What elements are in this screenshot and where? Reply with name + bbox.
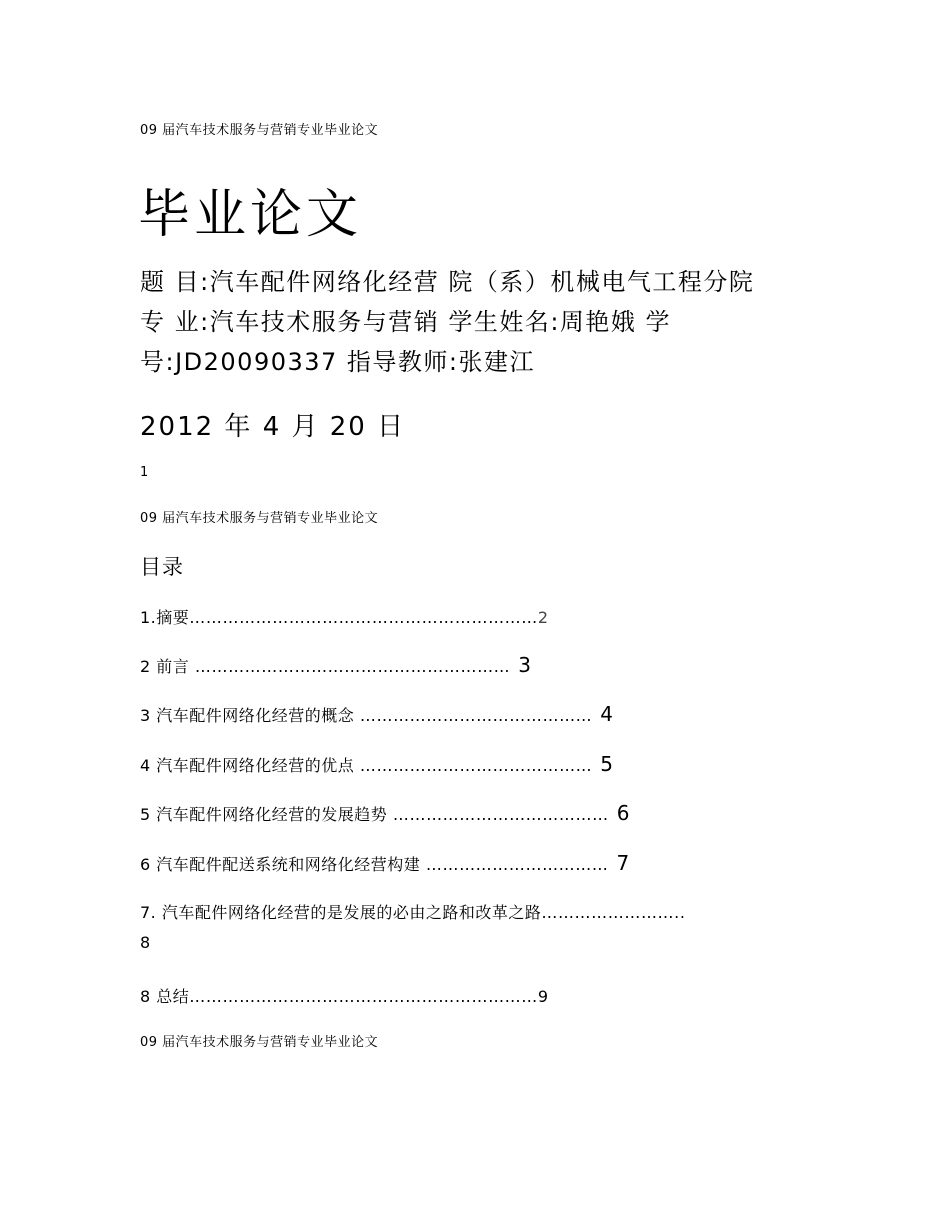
toc-label: 3 汽车配件网络化经营的概念 (140, 706, 355, 725)
toc-entry-6[interactable] (140, 851, 630, 875)
toc-leader: ………………………………… (392, 805, 609, 824)
toc-leader: ………………………………………………… (194, 657, 511, 676)
toc-label: 2 前言 (140, 657, 190, 676)
running-header: 09 届汽车技术服务与营销专业毕业论文 (140, 123, 379, 138)
toc-page: 8 (140, 933, 151, 952)
toc-page: 6 (616, 801, 630, 825)
toc-page: 7 (616, 851, 630, 875)
toc-leader: …………………….. (541, 903, 686, 922)
toc-leader: …………………………… (425, 855, 609, 874)
toc-entry-3[interactable] (140, 702, 614, 726)
toc-label: 1.摘要 (140, 608, 190, 627)
toc-heading: 目录 (140, 555, 184, 579)
toc-entry-1[interactable] (140, 605, 549, 628)
toc-entry-7[interactable] (140, 898, 830, 958)
page-number: 1 (140, 465, 149, 480)
info-line-id: 号:JD20090337 指导教师:张建江 (140, 348, 536, 376)
toc-label: 4 汽车配件网络化经营的优点 (140, 756, 355, 775)
info-line-topic: 题 目:汽车配件网络化经营 院（系）机械电气工程分院 (140, 268, 755, 296)
toc-leader: …………………………………… (359, 756, 593, 775)
toc-leader: …………………………………… (359, 706, 593, 725)
toc-label: 6 汽车配件配送系统和网络化经营构建 (140, 855, 421, 874)
toc-label: 5 汽车配件网络化经营的发展趋势 (140, 805, 388, 824)
toc-page: 9 (537, 987, 549, 1006)
running-header-2: 09 届汽车技术服务与营销专业毕业论文 (140, 511, 379, 526)
thesis-info (140, 262, 754, 382)
toc-entry-5[interactable] (140, 801, 630, 825)
toc-entry-2[interactable] (140, 653, 532, 677)
thesis-date: 2012 年 4 月 20 日 (140, 412, 406, 442)
toc-leader: ……………………………………………………… (189, 987, 538, 1006)
toc-label: 7. 汽车配件网络化经营的是发展的必由之路和改革之路 (140, 903, 542, 922)
toc-label: 8 总结 (140, 987, 190, 1006)
toc-page: 5 (600, 752, 614, 776)
toc-page: 4 (600, 702, 614, 726)
toc-entry-8[interactable] (140, 984, 549, 1007)
toc-leader: ……………………………………………………… (189, 608, 538, 627)
toc-page: 2 (537, 608, 549, 627)
toc-page: 3 (518, 653, 532, 677)
running-header-3: 09 届汽车技术服务与营销专业毕业论文 (140, 1035, 379, 1050)
info-line-major: 专 业:汽车技术服务与营销 学生姓名:周艳娥 学 (140, 308, 672, 336)
thesis-title: 毕业论文 (138, 185, 363, 245)
toc-entry-4[interactable] (140, 752, 614, 776)
